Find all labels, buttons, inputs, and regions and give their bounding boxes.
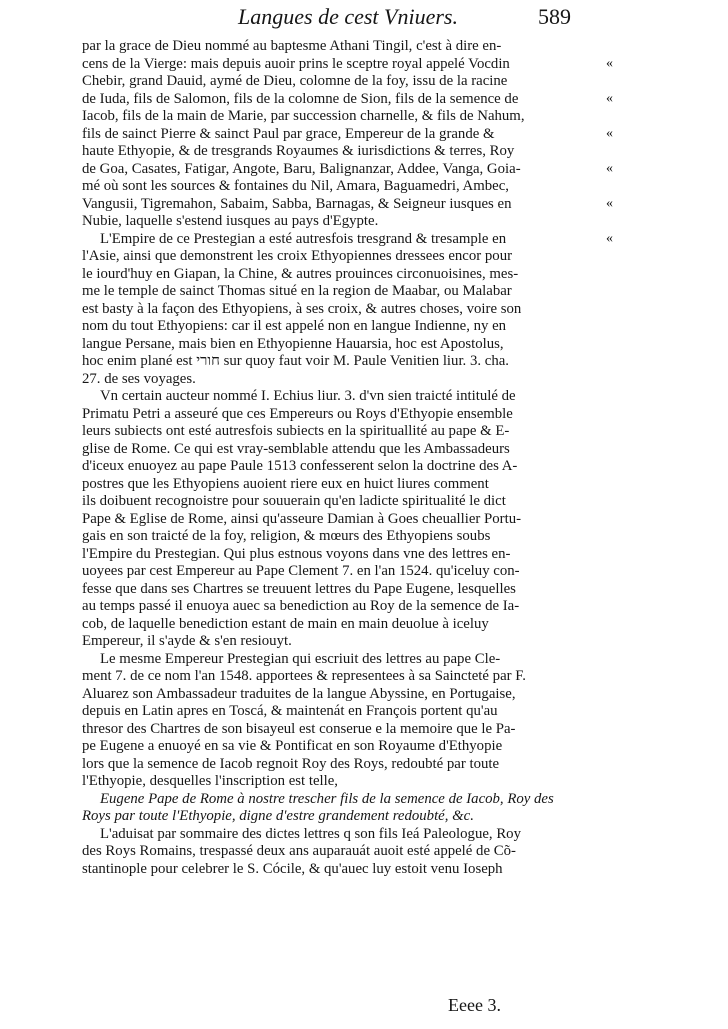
text-line: par la grace de Dieu nommé au baptesme Athani Tingil, c'est à dire en- (82, 38, 502, 54)
quote-mark: « (606, 126, 613, 141)
quote-mark: « (606, 91, 613, 106)
text-line: est basty à la façon des Ethyopiens, à ses croix, & autres choses, voire son (82, 300, 522, 317)
quote-mark: « (606, 231, 613, 246)
text-line: lors que la semence de Iacob regnoit Roy des Roys, redoubté par toute (82, 755, 500, 772)
text-block (82, 38, 602, 878)
text-line: haute Ethyopie, & de tresgrands Royaumes & iurisdictions & terres, Roy (82, 143, 515, 159)
paragraph-start-line: Vn certain aucteur nommé I. Echius liur. 3. d'vn sien traicté intitulé de (100, 388, 516, 404)
text-line: fils de sainct Pierre & sainct Paul par grace, Empereur de la grande & (82, 125, 495, 142)
text-line: Nubie, laquelle s'estend iusques au pays d'Egypte. (82, 213, 379, 229)
text-line: pe Eugene a enuoyé en sa vie & Pontificat en son Royaume d'Ethyopie (82, 738, 503, 754)
text-line: thresor des Chartres de son bisayeul est conserue e la memoire que le Pa- (82, 720, 516, 737)
text-line: Pape & Eglise de Rome, ainsi qu'asseure Damian à Goes cheuallier Portu- (82, 510, 522, 527)
quote-mark: « (606, 161, 613, 176)
text-line: stantinople pour celebrer le S. Cócile, & qu'auec luy estoit venu Ioseph (82, 860, 503, 877)
text-line: Aluarez son Ambassadeur traduites de la langue Abyssine, en Portugaise, (82, 685, 516, 702)
text-line: me le temple de sainct Thomas situé en la region de Maabar, ou Malabar (82, 283, 512, 299)
text-line: l'Empire du Prestegian. Qui plus estnous voyons dans vne des lettres en- (82, 545, 511, 562)
text-line: de Goa, Casates, Fatigar, Angote, Baru, Balignanzar, Addee, Vanga, Goia- (82, 160, 521, 177)
text-line: postres que les Ethyopiens auoient riere eux en huict liures comment (82, 475, 489, 492)
text-line: de Iuda, fils de Salomon, fils de la colomne de Sion, fils de la semence de (82, 90, 519, 107)
text-line: Iacob, fils de la main de Marie, par succession charnelle, & fils de Nahum, (82, 108, 525, 124)
text-line: gais en son traicté de la foy, religion, & mœurs des Ethyopiens soubs (82, 528, 491, 544)
text-line: Vangusii, Tigremahon, Sabaim, Sabba, Barnagas, & Seigneur iusques en (82, 195, 512, 212)
text-line: Primatu Petri a asseuré que ces Empereurs ou Roys d'Ethyopie ensemble (82, 405, 513, 422)
text-line: l'Ethyopie, desquelles l'inscription est telle, (82, 773, 339, 789)
text-line: d'iceux enuoyez au pape Paule 1513 confesserent selon la doctrine des A- (82, 458, 518, 474)
page-number: 589 (538, 4, 571, 29)
running-header-title: Langues de cest Vniuers. (238, 4, 458, 29)
text-line: ils doibuent recognoistre pour souuerain qu'en ladicte spiritualité le dict (82, 493, 506, 509)
text-line: glise de Rome. Ce qui est vray-semblable attendu que les Ambassadeurs (82, 440, 510, 457)
text-line: le iourd'huy en Giapan, la Chine, & autres prouinces circonuoisines, mes- (82, 265, 519, 282)
text-line: nom du tout Ethyopiens: car il est appelé non en langue Indienne, ny en (82, 318, 507, 334)
text-line: mé où sont les sources & fontaines du Nil, Amara, Baguamedri, Ambec, (82, 178, 509, 194)
signature-mark: Eeee 3. (448, 995, 501, 1015)
text-line: depuis en Latin apres en Toscá, & maintenát en François portent qu'au (82, 703, 498, 719)
italic-inscription-line: Roys par toute l'Ethyopie, digne d'estre grandement redoubté, &c. (82, 808, 474, 824)
text-line: l'Asie, ainsi que demonstrent les croix Ethyopiennes dressees encor pour (82, 248, 513, 264)
paragraph-start-line: L'aduisat par sommaire des dictes lettres q son fils Ieá Paleologue, Roy (100, 825, 521, 842)
text-line: au temps passé il enuoya auec sa benediction au Roy de la semence de Ia- (82, 598, 520, 614)
italic-inscription-line: Eugene Pape de Rome à nostre trescher fils de la semence de Iacob, Roy des (100, 790, 554, 807)
text-line: cob, de laquelle benediction estant de main en main deuolue à iceluy (82, 615, 489, 632)
text-line: langue Persane, mais bien en Ethyopienne Hauarsia, hoc est Apostolus, (82, 335, 504, 352)
text-line: Chebir, grand Dauid, aymé de Dieu, colomne de la foy, issu de la racine (82, 73, 508, 89)
quote-mark: « (606, 56, 613, 71)
text-line: Empereur, il s'ayde & s'en resiouyt. (82, 633, 292, 649)
quote-mark: « (606, 196, 613, 211)
paragraph-start-line: L'Empire de ce Prestegian a esté autresfois tresgrand & tresample en (100, 230, 507, 247)
text-line: ment 7. de ce nom l'an 1548. apportees & representees à sa Saincteté par F. (82, 668, 527, 684)
text-line: fesse que dans ses Chartres se treuuent lettres du Pape Eugene, lesquelles (82, 580, 516, 597)
text-line: hoc enim plané est חורי sur quoy faut voir M. Paule Venitien liur. 3. cha. (82, 353, 509, 369)
text-line: uoyees par cest Empereur au Pape Clement 7. en l'an 1524. qu'iceluy con- (82, 563, 520, 579)
text-line: cens de la Vierge: mais depuis auoir prins le sceptre royal appelé Vocdin (82, 55, 510, 72)
paragraph-start-line: Le mesme Empereur Prestegian qui escriuit des lettres au pape Cle- (100, 650, 501, 667)
text-line: leurs subiects ont esté autresfois subiects en la spirituallité au pape & E- (82, 423, 510, 439)
text-line: 27. de ses voyages. (82, 370, 196, 387)
text-line: des Roys Romains, trespassé deux ans auparauát auoit esté appelé de Cõ- (82, 843, 516, 859)
